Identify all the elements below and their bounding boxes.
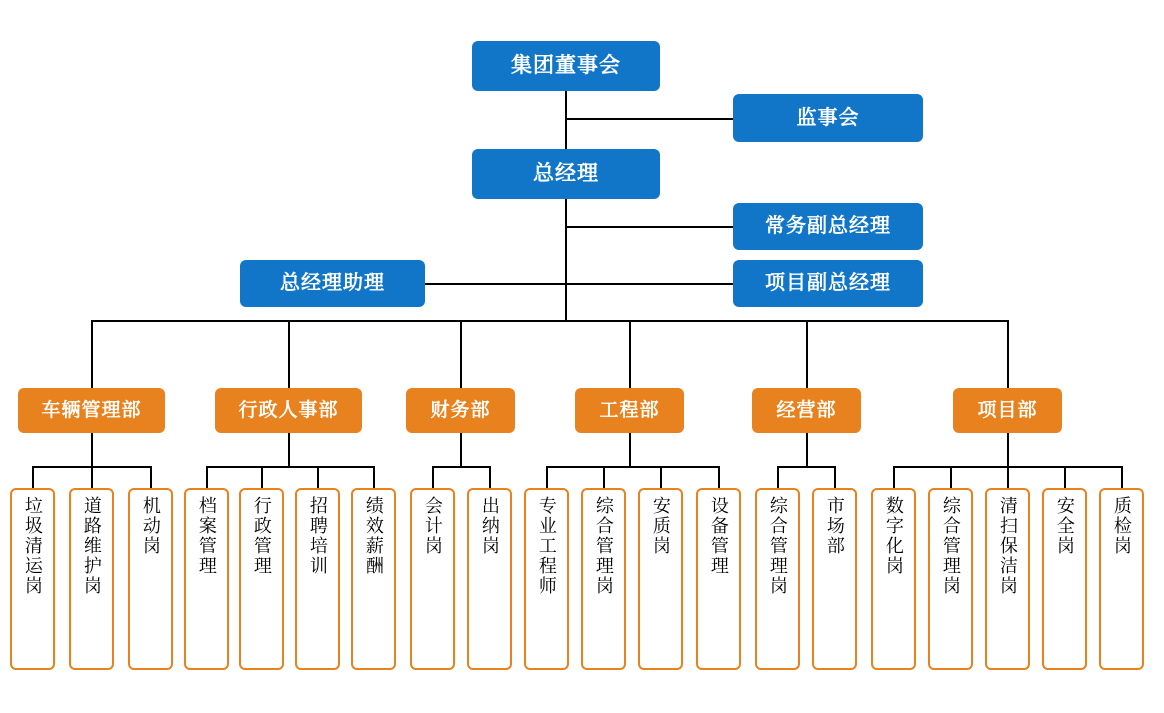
role-drop-5-0	[893, 466, 895, 488]
stem-dept-2	[460, 433, 462, 466]
node-role-1-2[interactable]: 招聘培训	[295, 488, 340, 670]
stem-dept-0	[91, 433, 93, 466]
node-role-5-3[interactable]: 安全岗	[1042, 488, 1087, 670]
node-role-2-1[interactable]: 出纳岗	[467, 488, 512, 670]
node-role-0-0[interactable]: 垃圾清运岗	[10, 488, 55, 670]
node-board[interactable]: 集团董事会	[472, 41, 660, 91]
node-role-0-1[interactable]: 道路维护岗	[69, 488, 114, 670]
connector-bus-dept-4	[806, 320, 808, 388]
connector-dept-bus	[91, 320, 1008, 322]
connector-bus-dept-5	[1007, 320, 1009, 388]
role-drop-1-3	[373, 466, 375, 488]
node-department-3[interactable]: 工程部	[575, 388, 684, 433]
node-department-2[interactable]: 财务部	[406, 388, 515, 433]
node-role-5-2[interactable]: 清扫保洁岗	[985, 488, 1030, 670]
role-drop-1-0	[206, 466, 208, 488]
role-drop-3-2	[660, 466, 662, 488]
node-role-3-0[interactable]: 专业工程师	[524, 488, 569, 670]
node-role-5-4[interactable]: 质检岗	[1099, 488, 1144, 670]
connector-bus-dept-0	[91, 320, 93, 388]
stem-dept-3	[629, 433, 631, 466]
connector-project-vp	[565, 283, 733, 285]
node-role-1-0[interactable]: 档案管理	[184, 488, 229, 670]
role-drop-5-3	[1064, 466, 1066, 488]
node-gm-assistant[interactable]: 总经理助理	[240, 260, 425, 307]
role-drop-3-0	[546, 466, 548, 488]
role-drop-4-0	[777, 466, 779, 488]
role-drop-3-1	[603, 466, 605, 488]
node-role-5-0[interactable]: 数字化岗	[871, 488, 916, 670]
node-role-1-3[interactable]: 绩效薪酬	[351, 488, 396, 670]
node-gm[interactable]: 总经理	[472, 149, 660, 199]
node-role-4-1[interactable]: 市场部	[812, 488, 857, 670]
connector-bus-dept-1	[288, 320, 290, 388]
role-drop-2-0	[432, 466, 434, 488]
role-drop-2-1	[489, 466, 491, 488]
role-bus-3	[546, 466, 718, 468]
role-drop-5-2	[1007, 466, 1009, 488]
node-role-0-2[interactable]: 机动岗	[128, 488, 173, 670]
role-drop-4-1	[834, 466, 836, 488]
role-drop-0-2	[150, 466, 152, 488]
role-bus-4	[777, 466, 834, 468]
stem-dept-1	[288, 433, 290, 466]
connector-supervisor	[565, 118, 733, 120]
node-department-5[interactable]: 项目部	[953, 388, 1062, 433]
node-role-1-1[interactable]: 行政管理	[239, 488, 284, 670]
role-drop-5-1	[950, 466, 952, 488]
role-bus-1	[206, 466, 373, 468]
node-role-4-0[interactable]: 综合管理岗	[755, 488, 800, 670]
stem-dept-5	[1007, 433, 1009, 466]
node-role-3-1[interactable]: 综合管理岗	[581, 488, 626, 670]
node-department-0[interactable]: 车辆管理部	[18, 388, 165, 433]
node-role-5-1[interactable]: 综合管理岗	[928, 488, 973, 670]
connector-gm-down	[565, 199, 567, 321]
role-drop-0-0	[32, 466, 34, 488]
connector-bus-dept-3	[629, 320, 631, 388]
node-department-1[interactable]: 行政人事部	[215, 388, 362, 433]
stem-dept-4	[806, 433, 808, 466]
role-drop-0-1	[91, 466, 93, 488]
node-role-3-2[interactable]: 安质岗	[638, 488, 683, 670]
node-supervisor[interactable]: 监事会	[733, 94, 923, 142]
role-drop-1-1	[261, 466, 263, 488]
role-drop-1-2	[317, 466, 319, 488]
role-drop-3-3	[718, 466, 720, 488]
role-drop-5-4	[1121, 466, 1123, 488]
connector-exec-vp	[565, 226, 733, 228]
connector-gm-assistant	[425, 283, 565, 285]
connector-board-gm	[565, 91, 567, 149]
node-role-3-3[interactable]: 设备管理	[696, 488, 741, 670]
node-exec-vp[interactable]: 常务副总经理	[733, 203, 923, 250]
connector-bus-dept-2	[460, 320, 462, 388]
node-department-4[interactable]: 经营部	[752, 388, 861, 433]
node-project-vp[interactable]: 项目副总经理	[733, 260, 923, 307]
role-bus-2	[432, 466, 489, 468]
node-role-2-0[interactable]: 会计岗	[410, 488, 455, 670]
